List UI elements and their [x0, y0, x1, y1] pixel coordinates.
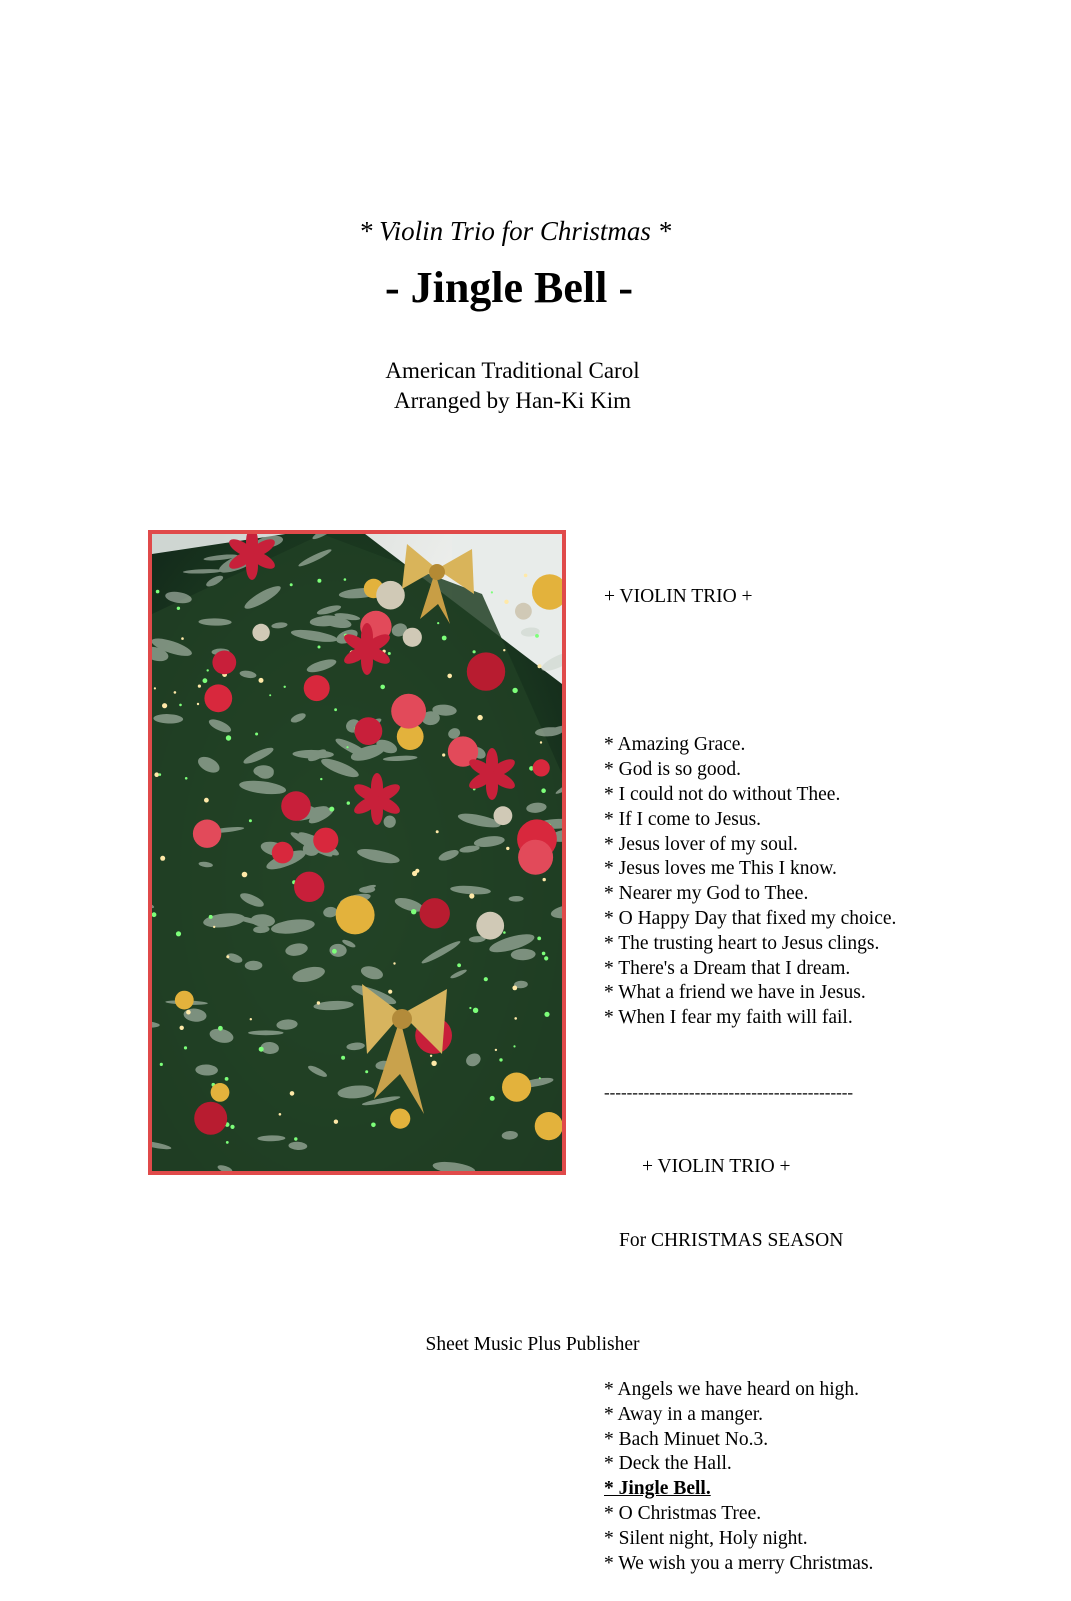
section-heading: + VIOLIN TRIO +	[642, 1155, 791, 1177]
list-item: * O Christmas Tree.	[604, 1503, 762, 1525]
ornament	[355, 717, 383, 745]
ornament	[272, 842, 294, 864]
ornament	[193, 820, 221, 848]
ornament	[281, 791, 311, 821]
list-item: * Bach Minuet No.3.	[604, 1428, 769, 1450]
list-item: * There's a Dream that I dream.	[604, 957, 851, 979]
section-subheading: For CHRISTMAS SEASON	[619, 1230, 844, 1252]
list-item: * Angels we have heard on high.	[604, 1379, 860, 1401]
list-item: * I could not do without Thee.	[604, 783, 841, 805]
ornament	[391, 694, 426, 729]
list-item: * Deck the Hall.	[604, 1453, 732, 1475]
list-item: * Away in a manger.	[604, 1403, 764, 1425]
ornament	[467, 652, 505, 690]
list-item: * Nearer my God to Thee.	[604, 883, 809, 905]
list-item: * We wish you a merry Christmas.	[604, 1552, 874, 1574]
ornament	[194, 1102, 227, 1135]
subtitle: * Violin Trio for Christmas *	[358, 216, 672, 246]
ornament	[175, 991, 194, 1010]
publisher: Sheet Music Plus Publisher	[425, 1334, 640, 1355]
ornament	[212, 651, 236, 675]
ornament	[204, 684, 232, 712]
list-item: * Silent night, Holy night.	[604, 1527, 808, 1549]
ornament	[420, 898, 450, 928]
christmas-tree-photo	[148, 530, 566, 1175]
ornament	[403, 628, 422, 647]
ornament	[336, 895, 375, 934]
list-item: * Jesus loves me This I know.	[604, 858, 837, 880]
ornament	[390, 1109, 410, 1129]
ornament	[502, 1073, 531, 1102]
ornament	[313, 828, 338, 853]
ornament	[518, 840, 553, 875]
list-item: * Jesus lover of my soul.	[604, 833, 798, 855]
page-title: - Jingle Bell -	[384, 263, 634, 312]
divider: --------------------------------------------	[604, 1082, 854, 1102]
list-item: * When I fear my faith will fail.	[604, 1007, 853, 1029]
list-item: * Amazing Grace.	[604, 734, 746, 756]
ornament	[211, 1083, 230, 1102]
ornament	[376, 581, 405, 610]
ornament	[515, 603, 532, 620]
ornament	[533, 759, 550, 776]
ornament	[294, 872, 324, 902]
arranger-credit: Arranged by Han-Ki Kim	[394, 388, 631, 413]
list-item: * If I come to Jesus.	[604, 808, 762, 830]
ornament	[252, 624, 269, 641]
ornament	[476, 912, 504, 940]
list-item: * O Happy Day that fixed my choice.	[604, 907, 897, 929]
list-item: * The trusting heart to Jesus clings.	[604, 932, 880, 954]
list-item-current: * Jingle Bell.	[604, 1478, 711, 1500]
list-item: * What a friend we have in Jesus.	[604, 982, 866, 1004]
ornament	[304, 675, 330, 701]
song-list	[604, 535, 1024, 1601]
composer-credit: American Traditional Carol	[385, 358, 640, 383]
list-item: * God is so good.	[604, 759, 742, 781]
ornament	[535, 1112, 562, 1140]
section-heading: + VIOLIN TRIO +	[604, 585, 753, 607]
christmas-tree-image	[152, 534, 562, 1171]
ornament	[494, 806, 513, 825]
